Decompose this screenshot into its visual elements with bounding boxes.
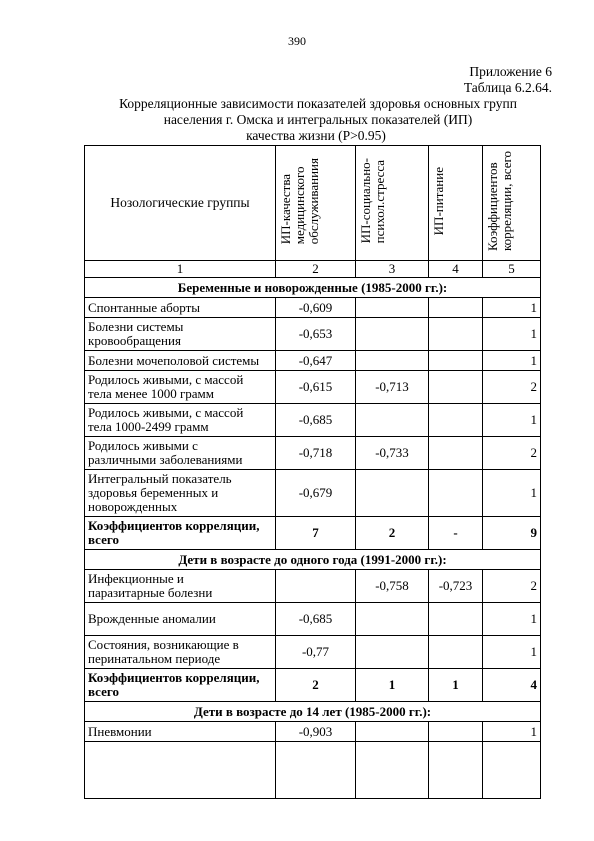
column-number: 3 [356, 261, 429, 278]
correlation-value-col3 [356, 722, 429, 742]
header-nosological-groups: Нозологические группы [85, 146, 276, 261]
correlation-value-col4: 1 [429, 669, 483, 702]
nosology-name: Состояния, возникающие в перинатальном периоде [85, 636, 276, 669]
table-number: Таблица 6.2.64. [463, 80, 552, 95]
section-row [85, 550, 541, 570]
blank-cell [429, 742, 483, 799]
correlation-value-col2: -0,615 [276, 371, 356, 404]
table-row [85, 371, 541, 404]
correlation-value-col2: 2 [276, 669, 356, 702]
correlation-value-col3 [356, 351, 429, 371]
correlation-value-col2: -0,685 [276, 603, 356, 636]
header-col3-line2: психол.стресса [372, 160, 387, 244]
table-body [85, 261, 541, 799]
header-col2-line2: медицинского [292, 166, 307, 245]
correlation-value-col4: -0,723 [429, 570, 483, 603]
blank-cell [356, 742, 429, 799]
correlation-value-col2: 7 [276, 517, 356, 550]
table-row [85, 318, 541, 351]
header-medical-service-quality [276, 146, 356, 261]
column-number: 4 [429, 261, 483, 278]
correlation-value-col4 [429, 404, 483, 437]
blank-cell [276, 742, 356, 799]
correlation-count: 1 [483, 636, 541, 669]
blank-cell [85, 742, 276, 799]
total-label: Коэффициентов корреляции, всего [85, 517, 276, 550]
table-row [85, 470, 541, 517]
header-correlation-total [483, 146, 541, 261]
table-row [85, 298, 541, 318]
caption-line-3: качества жизни (P>0.95) [246, 128, 386, 143]
blank-cell [483, 742, 541, 799]
correlation-count: 4 [483, 669, 541, 702]
column-number: 1 [85, 261, 276, 278]
section-title: Дети в возрасте до одного года (1991-2000 гг.): [85, 550, 541, 570]
correlation-value-col2: -0,77 [276, 636, 356, 669]
correlation-value-col4 [429, 437, 483, 470]
table-row [85, 351, 541, 371]
table-row [85, 404, 541, 437]
correlation-value-col2: -0,653 [276, 318, 356, 351]
nosology-name: Пневмонии [85, 722, 276, 742]
section-row [85, 702, 541, 722]
page-number: 390 [288, 34, 306, 48]
correlation-table [84, 145, 541, 799]
correlation-value-col2: -0,718 [276, 437, 356, 470]
correlation-value-col4 [429, 636, 483, 669]
header-col2-line1: ИП-качества [278, 173, 293, 245]
correlation-value-col3: 2 [356, 517, 429, 550]
header-social-psych-stress [356, 146, 429, 261]
correlation-value-col4: - [429, 517, 483, 550]
correlation-value-col4 [429, 371, 483, 404]
correlation-value-col2: -0,647 [276, 351, 356, 371]
correlation-count: 1 [483, 404, 541, 437]
blank-row [85, 742, 541, 799]
correlation-count: 1 [483, 470, 541, 517]
correlation-count: 2 [483, 437, 541, 470]
correlation-count: 9 [483, 517, 541, 550]
correlation-value-col3: -0,733 [356, 437, 429, 470]
correlation-count: 1 [483, 351, 541, 371]
table-row [85, 603, 541, 636]
nosology-name: Врожденные аномалии [85, 603, 276, 636]
total-label: Коэффициентов корреляции, всего [85, 669, 276, 702]
section-row [85, 278, 541, 298]
column-number: 5 [483, 261, 541, 278]
correlation-value-col3: -0,758 [356, 570, 429, 603]
caption-line-1: Корреляционные зависимости показателей здоровья основных групп [119, 96, 517, 111]
appendix-label: Приложение 6 [469, 64, 552, 79]
table-row [85, 570, 541, 603]
header-col5-line2: корреляции, всего [499, 150, 514, 252]
correlation-value-col3 [356, 636, 429, 669]
nosology-name: Интегральный показатель здоровья беременных и новорожденных [85, 470, 276, 517]
correlation-value-col3 [356, 318, 429, 351]
header-col2-line3: обслуживаниия [306, 157, 321, 245]
header-row [85, 146, 541, 261]
correlation-value-col3 [356, 298, 429, 318]
correlation-count: 1 [483, 298, 541, 318]
correlation-value-col2: -0,609 [276, 298, 356, 318]
correlation-count: 1 [483, 603, 541, 636]
nosology-name: Родилось живыми, с массой тела 1000-2499 грамм [85, 404, 276, 437]
nosology-name: Спонтанные аборты [85, 298, 276, 318]
header-col4-line1: ИП-питание [431, 166, 446, 236]
nosology-name: Болезни системы кровообращения [85, 318, 276, 351]
table-row [85, 437, 541, 470]
correlation-value-col4 [429, 470, 483, 517]
table-row [85, 722, 541, 742]
correlation-value-col2: -0,685 [276, 404, 356, 437]
correlation-value-col4 [429, 351, 483, 371]
correlation-count: 1 [483, 318, 541, 351]
correlation-value-col4 [429, 298, 483, 318]
correlation-value-col4 [429, 603, 483, 636]
column-number-row [85, 261, 541, 278]
column-number: 2 [276, 261, 356, 278]
caption-line-2: населения г. Омска и интегральных показателей (ИП) [163, 112, 473, 127]
header-col5-line1: Коэффициентов [485, 162, 500, 252]
correlation-value-col3: -0,713 [356, 371, 429, 404]
correlation-value-col3 [356, 470, 429, 517]
correlation-count: 2 [483, 371, 541, 404]
nosology-name: Болезни мочеполовой системы [85, 351, 276, 371]
correlation-value-col2: -0,679 [276, 470, 356, 517]
correlation-value-col3 [356, 603, 429, 636]
correlation-value-col4 [429, 318, 483, 351]
section-title: Дети в возрасте до 14 лет (1985-2000 гг.): [85, 702, 541, 722]
correlation-value-col3: 1 [356, 669, 429, 702]
total-row [85, 517, 541, 550]
nosology-name: Инфекционные и паразитарные болезни [85, 570, 276, 603]
correlation-value-col3 [356, 404, 429, 437]
total-row [85, 669, 541, 702]
header-nutrition [429, 146, 483, 261]
correlation-value-col2: -0,903 [276, 722, 356, 742]
correlation-count: 1 [483, 722, 541, 742]
header-col3-line1: ИП-социально- [358, 158, 373, 244]
correlation-value-col4 [429, 722, 483, 742]
nosology-name: Родилось живыми с различными заболеваниями [85, 437, 276, 470]
correlation-value-col2 [276, 570, 356, 603]
table-row [85, 636, 541, 669]
section-title: Беременные и новорожденные (1985-2000 гг.): [85, 278, 541, 298]
correlation-count: 2 [483, 570, 541, 603]
nosology-name: Родилось живыми, с массой тела менее 1000 грамм [85, 371, 276, 404]
